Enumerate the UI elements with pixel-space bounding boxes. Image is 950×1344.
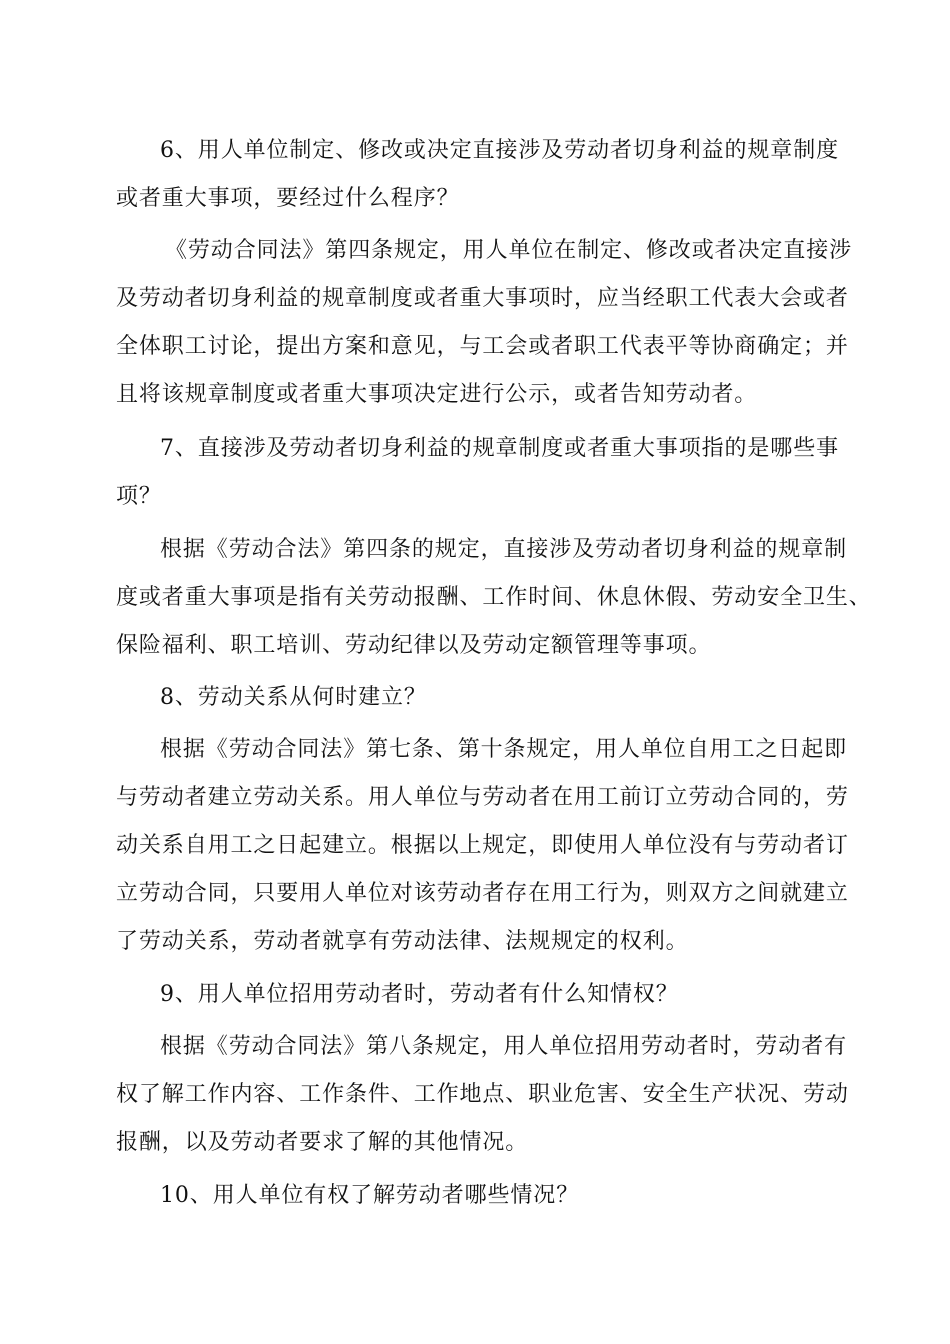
answer-8-line-5: 了劳动关系，劳动者就享有劳动法律、法规规定的权利。	[116, 929, 689, 954]
question-7-line-2: 项？	[116, 484, 162, 509]
answer-8-line-1: 根据《劳动合同法》第七条、第十条规定，用人单位自用工之日起即	[160, 737, 848, 762]
answer-8-line-3: 动关系自用工之日起建立。根据以上规定，即使用人单位没有与劳动者订	[116, 833, 849, 858]
question-6-line-1: 6、用人单位制定、修改或决定直接涉及劳动者切身利益的规章制度	[160, 138, 839, 163]
answer-8-line-4: 立劳动合同，只要用人单位对该劳动者存在用工行为，则双方之间就建立	[116, 881, 849, 906]
question-9: 9、用人单位招用劳动者时，劳动者有什么知情权？	[160, 982, 679, 1007]
question-10: 10、用人单位有权了解劳动者哪些情况？	[160, 1183, 580, 1208]
answer-8-line-2: 与劳动者建立劳动关系。用人单位与劳动者在用工前订立劳动合同的，劳	[116, 785, 849, 810]
question-6-line-2: 或者重大事项，要经过什么程序？	[116, 186, 460, 211]
answer-6-line-2: 及劳动者切身利益的规章制度或者重大事项时，应当经职工代表大会或者	[116, 286, 849, 311]
answer-9-line-1: 根据《劳动合同法》第八条规定，用人单位招用劳动者时，劳动者有	[160, 1034, 848, 1059]
question-8: 8、劳动关系从何时建立？	[160, 685, 427, 710]
question-7-line-1: 7、直接涉及劳动者切身利益的规章制度或者重大事项指的是哪些事	[160, 436, 839, 461]
answer-6-line-3: 全体职工讨论，提出方案和意见，与工会或者职工代表平等协商确定；并	[116, 334, 849, 359]
answer-9-line-2: 权了解工作内容、工作条件、工作地点、职业危害、安全生产状况、劳动	[116, 1082, 849, 1107]
answer-6-line-4: 且将该规章制度或者重大事项决定进行公示，或者告知劳动者。	[116, 382, 758, 407]
answer-6-line-1: 《劳动合同法》第四条规定，用人单位在制定、修改或者决定直接涉	[165, 238, 853, 263]
answer-9-line-3: 报酬，以及劳动者要求了解的其他情况。	[116, 1130, 529, 1155]
answer-7-line-3: 保险福利、职工培训、劳动纪律以及劳动定额管理等事项。	[116, 633, 712, 658]
answer-7-line-2: 度或者重大事项是指有关劳动报酬、工作时间、休息休假、劳动安全卫生、	[116, 585, 872, 610]
answer-7-line-1: 根据《劳动合法》第四条的规定，直接涉及劳动者切身利益的规章制	[160, 537, 848, 562]
